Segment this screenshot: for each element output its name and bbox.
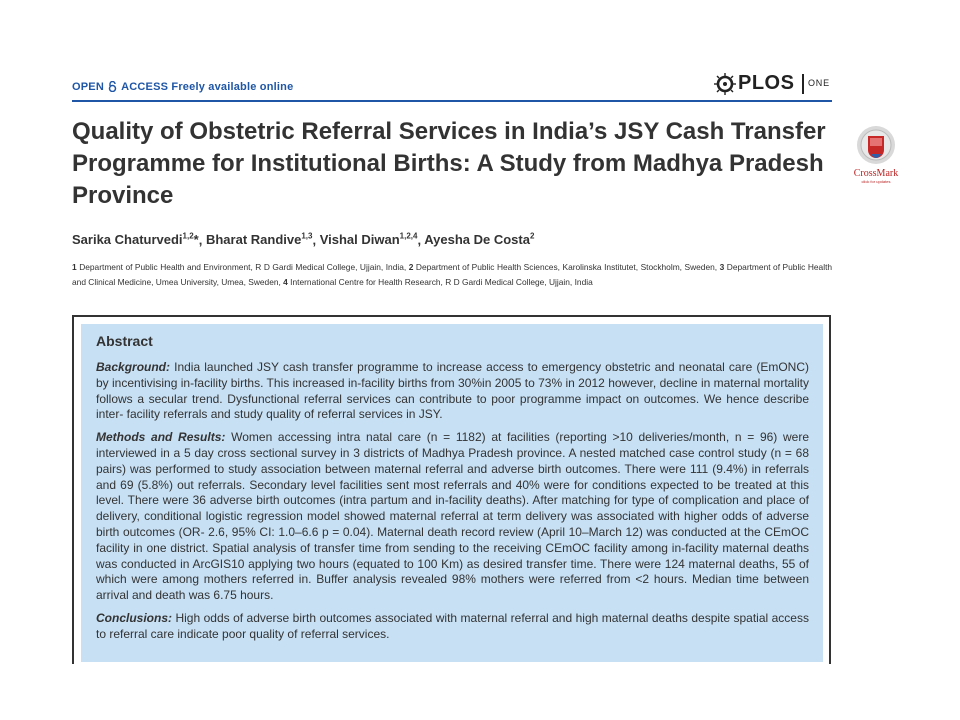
abstract-heading: Abstract (96, 333, 153, 349)
open-access-label: OPEN ACCESS Freely available online (72, 81, 294, 93)
abstract-background: Background: India launched JSY cash transfer programme to increase access to emergency obstetric and neonatal care (EmONC) by incentivising in-facility births. This increased in-facility births from 30%in 2005 to 73% in 2012 however, decline in maternal mortality follows a secular trend. Dysfunctional referral services can contribute to poor programme impact on outcomes. We hence describe inter- facility referrals and study quality of referral services in JSY. (96, 360, 809, 422)
affiliations: 1 Department of Public Health and Environment, R D Gardi Medical College, Ujjain, India, 2 Department of Public Health Sciences, Karolinska Institutet, Stockholm, Sweden, 3 Department of Public Health and Clinical Medicine, Umea University, Umea, Sweden, 4 International Centre for Health Research, R D Gardi Medical College, Ujjain, India (72, 262, 833, 287)
open-lock-icon (108, 81, 117, 92)
crossmark-sublabel: click for updates (861, 179, 891, 184)
plos-one-text: ONE (808, 78, 830, 88)
author-list: Sarika Chaturvedi$^{1,2}$*, Bharat Randive$^{1,3}$, Vishal Diwan$^{1,2,4}$, Ayesha De Costa$^2$ (72, 232, 535, 248)
abstract-body (96, 360, 809, 650)
author[interactable]: Ayesha De Costa$^2$ (424, 232, 535, 248)
author[interactable]: Bharat Randive$^{1,3}$ (205, 232, 313, 248)
header-rule (72, 100, 832, 102)
crossmark-icon (844, 124, 908, 168)
plos-logo-icon (714, 73, 736, 95)
abstract-conclusions: Conclusions: High odds of adverse birth outcomes associated with maternal referral and high maternal deaths despite spatial access to referral care indicate poor quality of referral services. (96, 610, 809, 641)
plos-one-logo[interactable] (712, 68, 832, 100)
logo-divider (802, 74, 804, 94)
crossmark-label: CrossMark (853, 168, 899, 179)
paper-title: Quality of Obstetric Referral Services in India’s JSY Cash Transfer Programme for Institutional Births: A Study from Madhya Pradesh Province (72, 118, 826, 209)
crossmark-badge[interactable] (844, 124, 908, 184)
author[interactable]: Vishal Diwan$^{1,2,4}$ (319, 232, 418, 248)
author[interactable]: Sarika Chaturvedi$^{1,2}$* (72, 232, 199, 248)
abstract-methods-results: Methods and Results: Women accessing intra natal care (n = 1182) at facilities (reporting >10 deliveries/month, n = 96) were interviewed in a 5 day cross sectional survey in 3 districts of Madhya Pradesh province. A nested matched case control study (n = 68 pairs) was performed to study association between maternal referral and adverse birth outcomes. There were 111 (9.4%) in referrals and 69 (5.8%) out referrals. Secondary level facilities sent most referrals and 40% were for conditions expected to be treated at this level. There were 36 adverse birth outcomes (intra partum and in-facility deaths). After matching for type of complication and place of delivery, conditional logistic regression model showed maternal referral at term delivery was associated with higher odds of adverse birth outcomes (OR- 2.6, 95% CI: 1.0–6.6 p = 0.04). Maternal death record review (April 10–March 12) was conducted at the CEmOC facility in one district. Spatial analysis of transfer time from sending to the receiving CEmOC facility among in-facility maternal deaths was conducted in ArcGIS10 applying two hours (equated to 100 Km) as desired transfer time. There were 124 maternal deaths, 55 of which were among mothers referred in. Buffer analysis revealed 98% mothers were referred from <2 hours. Median time between arrival and death was 6.75 hours. (96, 430, 809, 603)
plos-wordmark: PLOS (738, 72, 795, 94)
abstract-box (81, 324, 823, 662)
